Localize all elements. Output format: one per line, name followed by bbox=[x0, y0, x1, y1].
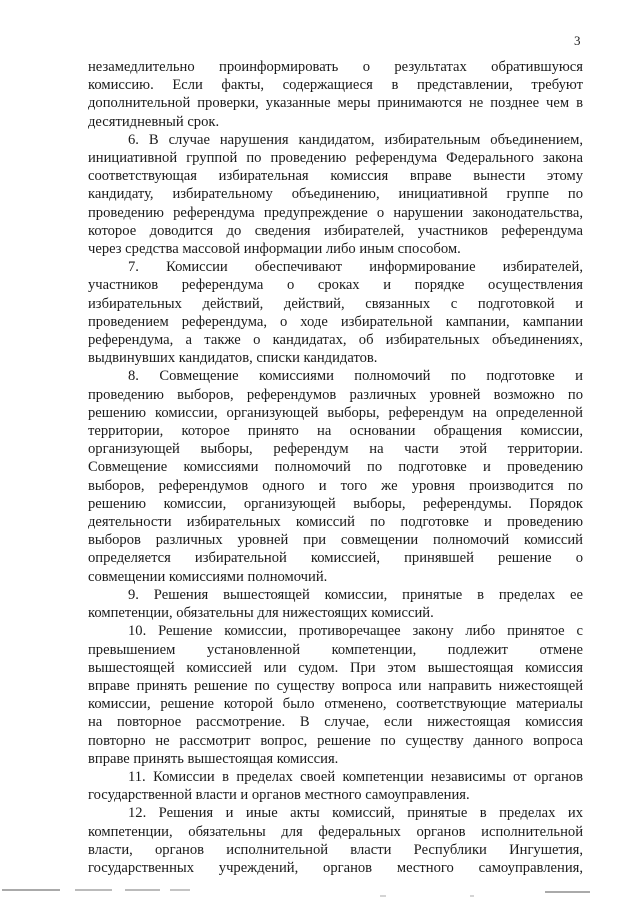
text-line: территории, которое принято на основании обращения комиссии, bbox=[88, 423, 583, 440]
paragraph bbox=[88, 258, 583, 367]
text-line: проведению референдума предупреждение о нарушении законодательства, bbox=[88, 204, 583, 221]
text-line: вправе принять решение по существу вопроса или направить нижестоящей bbox=[88, 677, 583, 694]
text-line: проведению выборов, референдумов различных уровней возможно по bbox=[88, 386, 583, 403]
text-line: комиссии, решение которой было отменено, соответствующие материалы bbox=[88, 696, 583, 713]
text-line: выборов, референдумов одного и того же уровня производится по bbox=[88, 477, 583, 494]
text-line: на повторное рассмотрение. В случае, если нижестоящая комиссия bbox=[88, 714, 583, 731]
text-line: 11. Комиссии в пределах своей компетенции независимы от органов bbox=[128, 768, 583, 785]
text-line: вправе принять вышестоящая комиссия. bbox=[88, 750, 339, 767]
paragraph bbox=[88, 586, 583, 622]
text-line: компетенции, обязательны для федеральных органов исполнительной bbox=[88, 823, 583, 840]
paragraph bbox=[88, 768, 583, 804]
paragraph bbox=[88, 367, 583, 585]
text-line: незамедлительно проинформировать о результатах обратившуюся bbox=[88, 59, 583, 75]
text-line: десятидневный срок. bbox=[88, 113, 220, 130]
text-line: определяется избирательной комиссией, принявшей решение о bbox=[88, 550, 583, 567]
text-line: компетенции, обязательны для нижестоящих комиссий. bbox=[88, 605, 434, 622]
text-line: 12. Решения и иные акты комиссий, принятые в пределах их bbox=[128, 805, 583, 822]
text-line: 6. В случае нарушения кандидатом, избирательным объединением, bbox=[128, 131, 583, 148]
text-line: Совмещение комиссиями полномочий по подготовке и проведению bbox=[88, 459, 583, 476]
text-line: избирательных действий, действий, связанных с подготовкой и bbox=[88, 295, 583, 312]
paragraph bbox=[88, 58, 583, 131]
text-line: государственных учреждений, органов местного самоуправления, bbox=[88, 859, 583, 876]
text-line: участников референдума о сроках и порядке осуществления bbox=[88, 277, 583, 294]
paragraph bbox=[88, 804, 583, 877]
text-line: кандидату, избирательному объединению, инициативной группе по bbox=[88, 186, 583, 203]
text-line: решению комиссии, организующей выборы, референдумы. Порядок bbox=[88, 495, 583, 512]
text-line: 7. Комиссии обеспечивают информирование избирателей, bbox=[128, 259, 583, 276]
paragraph bbox=[88, 622, 583, 768]
page-number: 3 bbox=[574, 33, 581, 48]
text-line: превышением установленной компетенции, подлежит отмене bbox=[88, 641, 583, 658]
paragraph bbox=[88, 131, 583, 258]
text-line: комиссию. Если факты, содержащиеся в представлении, требуют bbox=[88, 77, 583, 94]
text-line: власти, органов исполнительной власти Республики Ингушетия, bbox=[88, 841, 583, 858]
text-line: инициативной группой по проведению референдума Федерального закона bbox=[88, 150, 583, 167]
text-line: 8. Совмещение комиссиями полномочий по подготовке и bbox=[128, 368, 583, 385]
text-line: 9. Решения вышестоящей комиссии, принятые в пределах ее bbox=[128, 586, 583, 603]
text-line: выборов различных уровней при совмещении полномочий комиссий bbox=[88, 532, 583, 549]
text-line: выдвинувших кандидатов, списки кандидатов. bbox=[88, 350, 378, 367]
text-line: совмещении комиссиями полномочий. bbox=[88, 568, 328, 585]
document-body bbox=[88, 58, 583, 877]
text-line: проведением референдума, о ходе избирательной кампании, кампании bbox=[88, 313, 583, 330]
text-line: которое доводится до сведения избирателей, участников референдума bbox=[88, 222, 583, 239]
text-line: деятельности избирательных комиссий по подготовке и проведению bbox=[88, 514, 583, 531]
text-line: государственной власти и органов местного самоуправления. bbox=[88, 787, 470, 804]
text-line: решению комиссии, организующей выборы, референдум на определенной bbox=[88, 404, 583, 421]
text-line: повторно не рассмотрит вопрос, решение по существу данного вопроса bbox=[88, 732, 583, 749]
text-line: дополнительной проверки, указанные меры принимаются не позднее чем в bbox=[88, 95, 583, 112]
text-line: 10. Решение комиссии, противоречащее закону либо принятое с bbox=[128, 623, 583, 640]
text-line: вышестоящей комиссией или судом. При этом вышестоящая комиссия bbox=[88, 659, 583, 676]
text-line: соответствующая избирательная комиссия вправе вынести этому bbox=[88, 168, 583, 185]
text-line: референдума, а также о кандидатах, об избирательных объединениях, bbox=[88, 332, 583, 349]
text-line: организующей выборы, референдум на части этой территории. bbox=[88, 441, 583, 458]
scan-artifact-lines bbox=[0, 884, 640, 900]
text-line: через средства массовой информации либо иным способом. bbox=[88, 241, 461, 258]
